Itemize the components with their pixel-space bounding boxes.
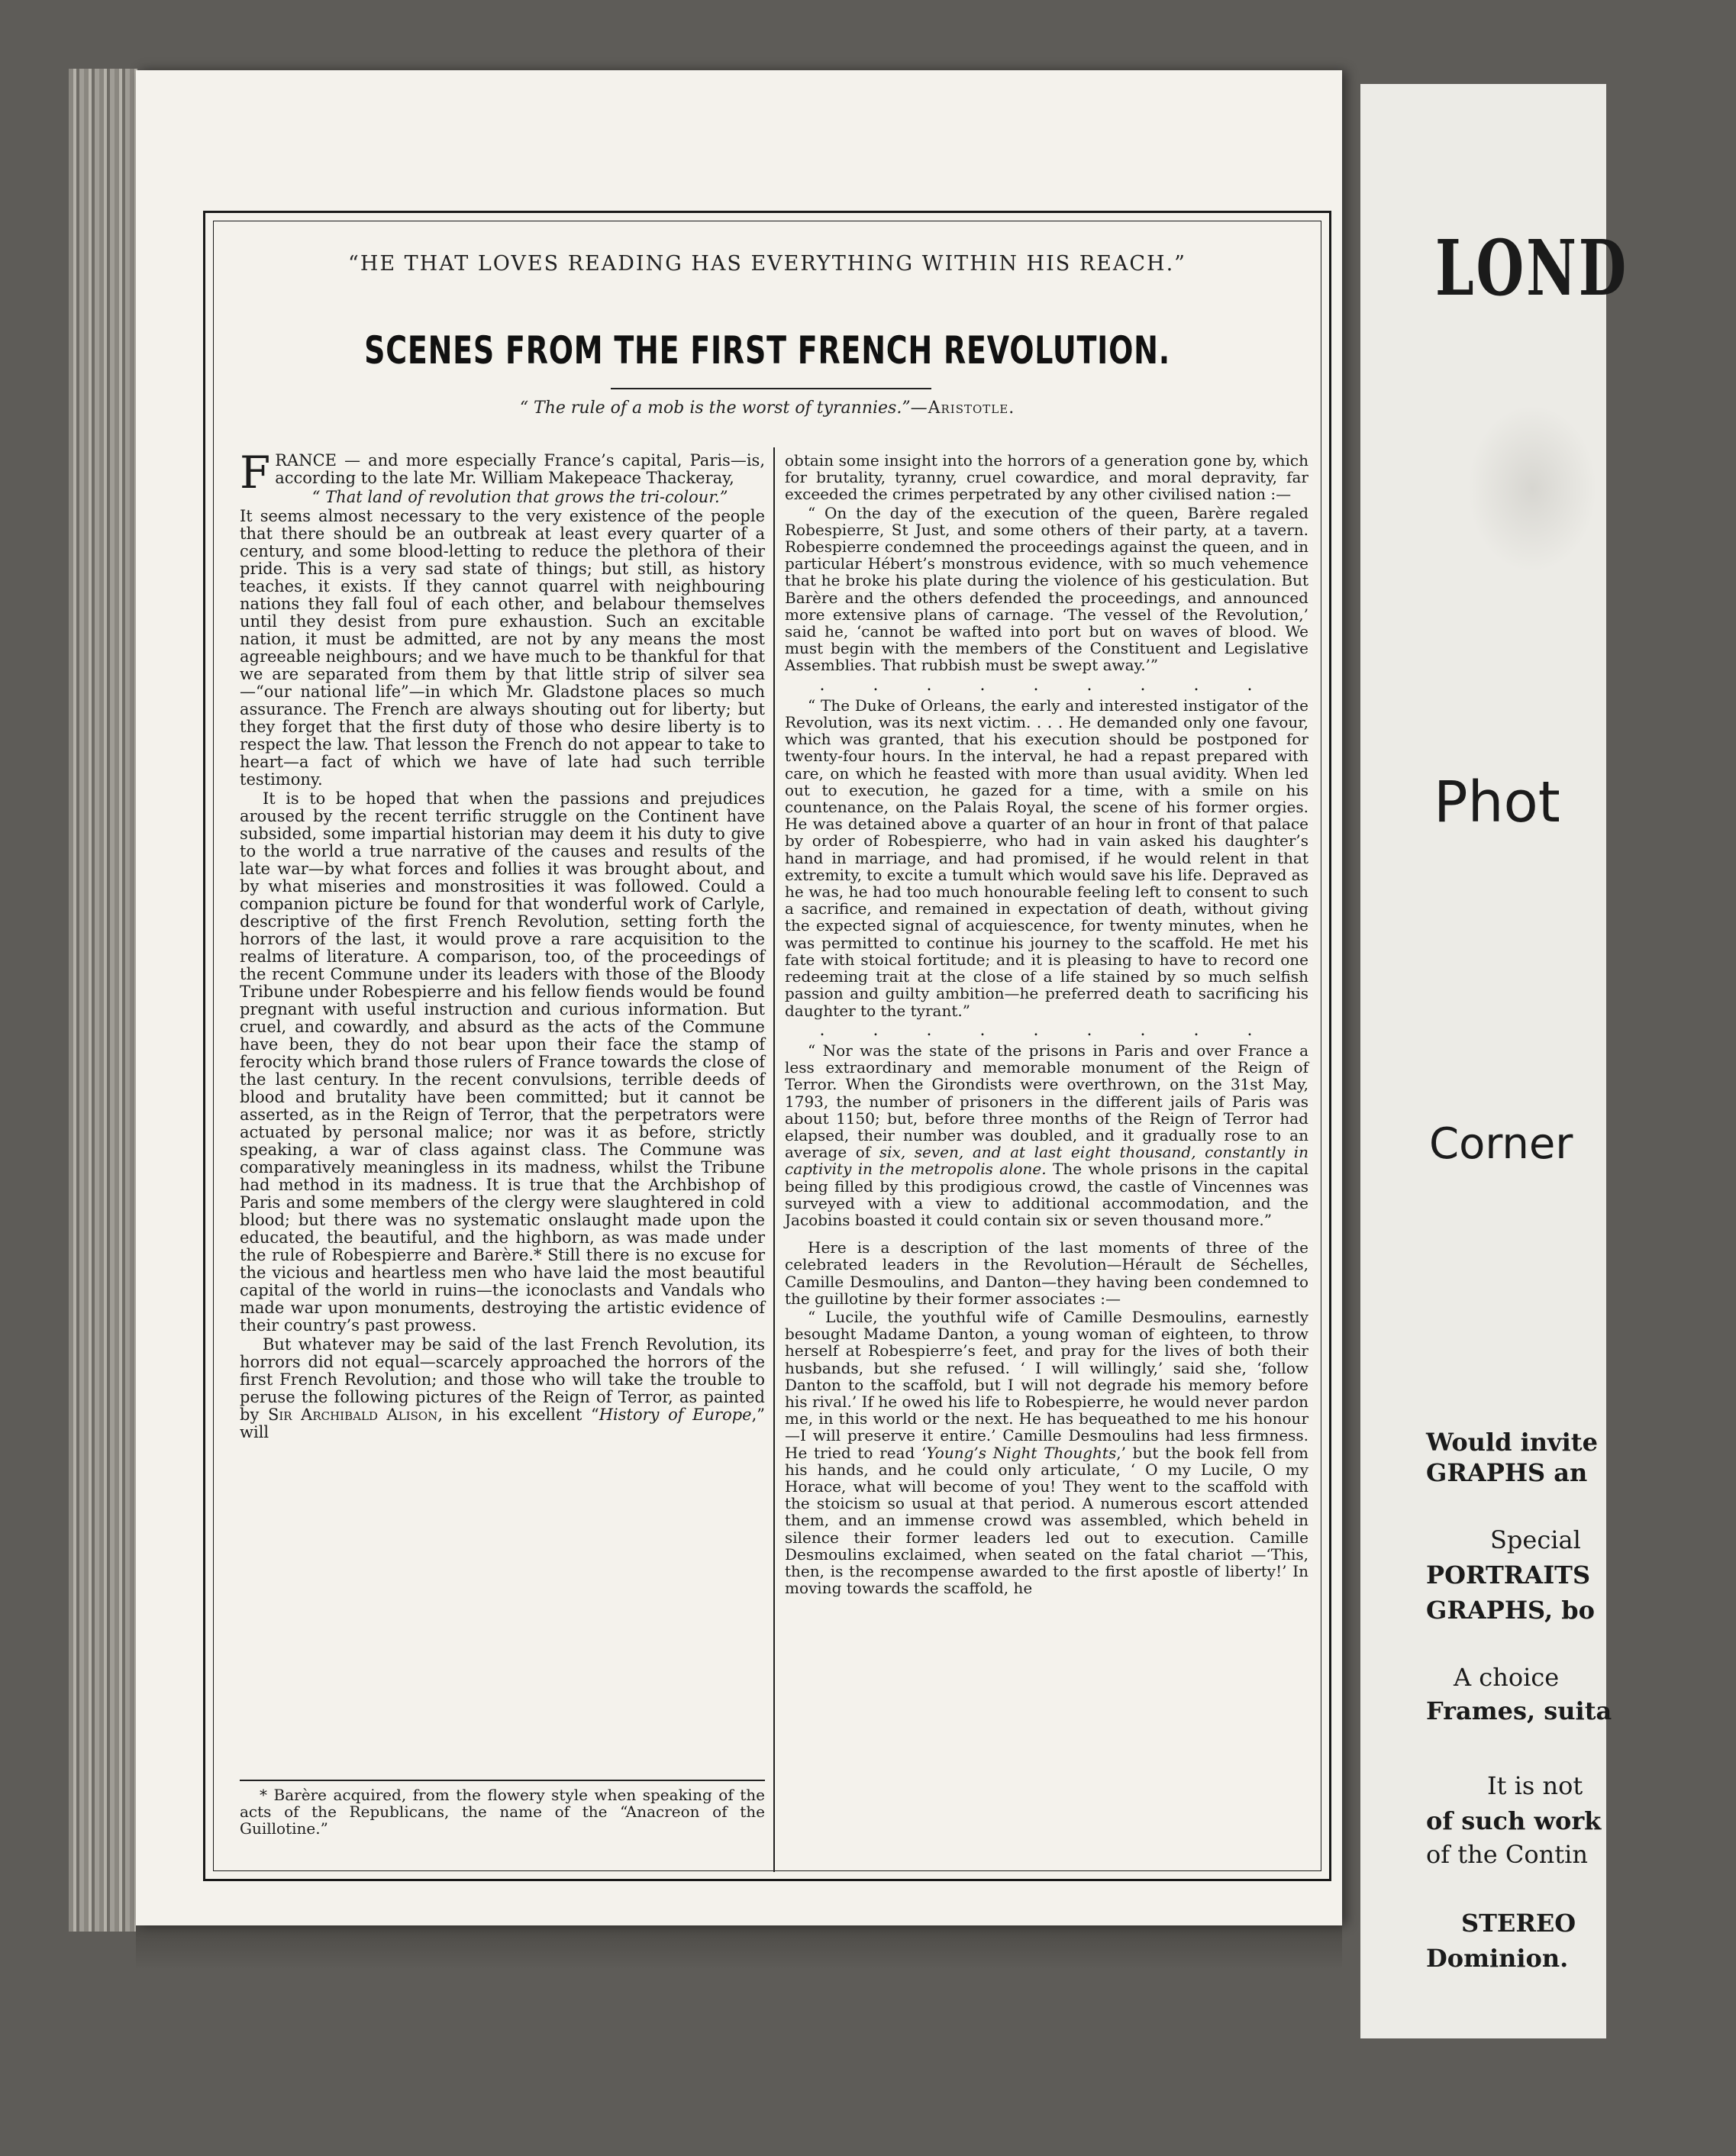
epigraph-quote: “ The rule of a mob is the worst of tyrannies.” xyxy=(519,399,911,418)
right-page-line: STEREO xyxy=(1461,1909,1576,1938)
drop-cap: F xyxy=(240,447,271,499)
prisons-text-a: “ Nor was the state of the prisons in Paris and over France a less extraordinary and memorable monument of the Reign of Terror. When the Girondists were overthrown, on the 31st May, 1793, the number of prisoners in the different jails of Paris was about 1150; but, before three months of the Reign of Terror had elapsed, their number was doubled, and it gradually rose to an average of xyxy=(785,1041,1308,1162)
lucile-text-a: “ Lucile, the youthful wife of Camille Desmoulins, earnestly besought Madame Danton, a young woman of eighteen, to throw herself at Robespierre’s feet, and pray for the lives of both their husbands, but she refused. ‘ I will willingly,’ said she, ‘follow Danton to the scaffold, but I will not degrade his memory before his rival.’ If he owed his life to Robespierre, he would never pardon me, in this world or the next. He has bequeathed to me his honour—I will preserve it entire.’ Camille Desmoulins had less firmness. He tried to read ‘ xyxy=(785,1307,1308,1462)
author-name: Sir Archibald Alison xyxy=(267,1406,438,1424)
right-page-line: Dominion. xyxy=(1426,1944,1569,1973)
prisons-text-b: The whole prisons in the capital being filled by this prodigious crowd, the castle of Vincennes was surveyed with a view to additional accommodation, and the Jacobins boasted it could contain six or seven thousand more.” xyxy=(785,1160,1309,1229)
paragraph-4-text-a: But whatever may be said of the last French Revolution, its horrors did not equal—scarcely approached the horrors of the first French Revolution; and those who will take the trouble to peruse the following pictures of the Reign of Terror, as painted by xyxy=(240,1335,765,1424)
right-page-line: GRAPHS, bo xyxy=(1426,1596,1596,1625)
right-page-line: of such work xyxy=(1426,1806,1602,1835)
right-page-line: of the Contin xyxy=(1426,1840,1588,1869)
paragraph-orleans: “ The Duke of Orleans, the early and interested instigator of the Revolution, was its next victim. . . . He demanded only one favour, which was granted, that his execution should be postponed for twenty-four hours. In the interval, he had a repast prepared with care, on which he feasted with more than usual avidity. When led out to execution, he gazed for a time, with a smile on his countenance, on the Palais Royal, the scene of his former orgies. He was detained above a quarter of an hour in front of that palace by order of Robespierre, who had in vain asked his daughter’s hand in marriage, and had promised, if he would relent in that extremity, to excite a tumult which would save his life. Depraved as he was, he had too much honourable feeling left to consent to such a sacrifice, and remained in expectation of death, without giving the expected signal of acquiescence, for twenty minutes, when he was permitted to continue his journey to the scaffold. He met his fate with stoical fortitude; and it is pleasing to have to record one redeeming trait at the close of a life stained by so much selfish passion and guilty ambition—he preferred death to sacrificing his daughter to the tyrant.” xyxy=(785,696,1308,1020)
right-page-line: A choice xyxy=(1454,1663,1560,1692)
lucile-text-b: ,’ but the book fell from his hands, and he could only articulate, ‘ O my Lucile, O my Horace, what will become of you! They went to the scaffold with the stoicism so usual at that period. A numerous escort attended them, and an immense crowd was assembled, which beheld in silence their former leaders led out to execution. Camille Desmoulins exclaimed, when seated on the fatal chariot —‘This, then, is the recompense awarded to the first apostle of liberty!’ In moving towards the scaffold, he xyxy=(785,1443,1308,1598)
right-page-corner-word: Corner xyxy=(1429,1119,1573,1169)
ellipsis-dots-2: . . . . . . . . . xyxy=(819,1020,1274,1040)
paragraph-4-text-b: , in his excellent “ xyxy=(437,1406,599,1424)
right-page-line: PORTRAITS xyxy=(1426,1561,1591,1590)
right-page-heading: LOND xyxy=(1435,223,1629,313)
right-page-photo-word: Phot xyxy=(1434,770,1560,835)
epigraph xyxy=(214,399,1321,418)
paragraph-prisons xyxy=(785,1042,1308,1228)
right-page-line: Frames, suita xyxy=(1426,1696,1612,1725)
book-binding-edge xyxy=(69,69,137,1932)
footnote xyxy=(240,1786,765,1837)
intro-text: RANCE — and more especially France’s capital, Paris—is, according to the late Mr. William Makepeace Thackeray, xyxy=(275,451,765,487)
column-divider xyxy=(773,447,775,1872)
article-frame xyxy=(203,211,1331,1881)
show-through-blot xyxy=(1467,405,1597,573)
paragraph-4 xyxy=(240,1336,765,1441)
right-page-line: GRAPHS an xyxy=(1426,1458,1588,1487)
paragraph-3: It is to be hoped that when the passions and prejudices aroused by the recent terrific struggle on the Continent have subsided, some impartial historian may deem it his duty to give to the world a true narrative of the causes and results of the late war—by what forces and follies it was brought about, and by what miseries and monstrosities it was followed. Could a companion picture be found for that wonderful work of Carlyle, descriptive of the first French Revolution, setting forth the horrors of the last, it would prove a rare acquisition to the realms of literature. A comparison, too, of the proceedings of the recent Commune under its leaders with those of the Bloody Tribune under Robespierre and his fellow fiends would be found pregnant with useful instruction and curious information. But cruel, and cowardly, and absurd as the acts of the Commune have been, they do not bear upon their face the stamp of ferocity which brand those rulers of France towards the close of the last century. In the recent convulsions, terrible deeds of blood and brutality have been committed; but it cannot be asserted, as in the Reign of Terror, that the perpetrators were actuated by personal malice; nor was it as before, strictly speaking, a war of class against class. The Commune was comparatively meaningless in its madness, whilst the Tribune had method in its madness. It is true that the Archbishop of Paris and some members of the clergy were slaughtered in cold blood; but there was no systematic onslaught made upon the educated, the beautiful, and the highborn, as was made under the rule of Robespierre and Barère.* Still there is no excuse for the vicious and heartless men who have laid the most beautiful capital of the world in ruins—the iconoclasts and Vandals who made war upon monuments, destroying the artistic evidence of their country’s past prowess. xyxy=(240,789,765,1335)
right-page-fragment xyxy=(1360,84,1629,2038)
thackeray-quote: “ That land of revolution that grows the tri-colour.” xyxy=(311,488,728,506)
footnote-text: * Barère acquired, from the flowery style when speaking of the acts of the Republicans, the name of the “Anacreon of the Guillotine.” xyxy=(240,1786,765,1838)
page-shadow xyxy=(136,1924,1342,1970)
right-page-line: Special xyxy=(1490,1525,1581,1554)
paragraph-barere: “ On the day of the execution of the queen, Barère regaled Robespierre, St Just, and some others of their party, at a tavern. Robespierre condemned the proceedings against the queen, and in particular Hébert’s monstrous evidence, with so much vehemence that he broke his plate during the violence of his gesticulation. But Barère and the others defended the proceedings, and announced more extensive plans of carnage. ‘The vessel of the Revolution,’ said he, ‘cannot be wafted into port but on waves of blood. We must begin with the members of the Constituent and Legislative Assemblies. That rubbish must be swept away.’” xyxy=(785,503,1308,675)
page-motto: “HE THAT LOVES READING HAS EVERYTHING WITHIN HIS REACH.” xyxy=(348,252,1186,276)
right-page-line: It is not xyxy=(1487,1771,1583,1800)
paragraph-continuation: obtain some insight into the horrors of a generation gone by, which for brutality, tyranny, cruel cowardice, and moral depravity, far exceeded the crimes perpetrated by any other civilised nation :— xyxy=(785,451,1308,504)
right-column xyxy=(785,452,1308,1596)
paragraph-2: It seems almost necessary to the very existence of the people that there should be an outbreak at least every quarter of a century, and some blood-letting to reduce the plethora of their pride. This is a very sad state of things; but still, as history teaches, it exists. If they cannot quarrel with neighbouring nations they fall foul of each other, and belabour themselves until they desist from pure exhaustion. Such an excitable nation, it must be admitted, are not by any means the most agreeable neighbours; and we have much to be thankful for that we are separated from them by that little strip of silver sea—“our national life”—in which Mr. Gladstone places so much assurance. The French are always shouting out for liberty; but they forget that the first duty of those who desire liberty is to respect the law. That lesson the French do not appear to take to heart—a fact of which we have of late had such terrible testimony. xyxy=(240,507,765,789)
left-column xyxy=(240,447,765,1441)
ellipsis-dots-1: . . . . . . . . . xyxy=(819,675,1274,695)
paragraph-4-text-c: ,” will xyxy=(240,1406,765,1441)
article-frame-inner xyxy=(213,221,1321,1871)
footnote-rule xyxy=(240,1780,765,1781)
epigraph-attribution: —Aristotle. xyxy=(910,399,1015,418)
right-page-line: Would invite xyxy=(1426,1428,1598,1457)
paragraph-leaders: Here is a description of the last moments of three of the celebrated leaders in the Revolution—Hérault de Séchelles, Camille Desmoulins, and Danton—they having been condemned to the guillotine by their former associates :— xyxy=(785,1238,1308,1308)
book-title: History of Europe xyxy=(599,1406,752,1424)
left-page xyxy=(136,70,1342,1925)
prisons-italic: six, seven, and at last eight thousand, constantly in captivity in the metropolis alone. xyxy=(785,1143,1309,1179)
paragraph-lucile xyxy=(785,1309,1308,1596)
headline-rule xyxy=(611,388,931,389)
night-thoughts-title: Young’s Night Thoughts xyxy=(926,1443,1117,1462)
article-headline: SCENES FROM THE FIRST FRENCH REVOLUTION. xyxy=(364,328,1170,373)
